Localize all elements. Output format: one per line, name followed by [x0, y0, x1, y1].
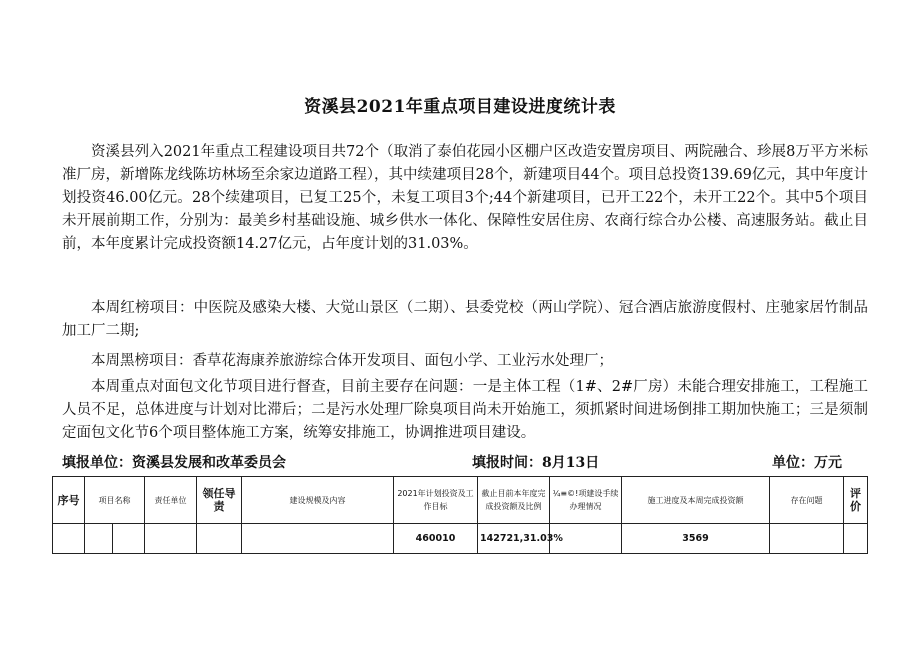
cell-progress-weekly: 3569 — [622, 524, 770, 554]
header-evaluation: 评价 — [844, 477, 868, 524]
progress-table — [52, 476, 868, 554]
cell-responsible-leader — [197, 524, 242, 554]
cell-plan-investment: 460010 — [394, 524, 478, 554]
cell-evaluation — [844, 524, 868, 554]
page-title: 资溪县2021年重点项目建设进度统计表 — [304, 97, 616, 117]
money-unit: 单位：万元 — [772, 455, 842, 471]
table-row — [53, 524, 868, 554]
header-responsible-leader: 领任导责 — [197, 477, 242, 524]
header-scale-content: 建设规模及内容 — [242, 477, 394, 524]
inspection-paragraph: 本周重点对面包文化节项目进行督查，目前主要存在问题：一是主体工程（1#、2#厂房）未能合理安排施工，工程施工人员不足，总体进度与计划对比滞后；二是污水处理厂除臭项目尚未开始施工，须抓紧时间进场倒排工期加快施工；三是须制定面包文化节6个项目整体施工方案，统筹安排施工，协调推进项目建设。 — [62, 379, 868, 441]
header-completed-investment: 截止目前本年度完成投资额及比例 — [478, 477, 550, 524]
header-procedures: ¼≡©!项建设手续办理情况 — [550, 477, 622, 524]
cell-issues — [770, 524, 844, 554]
cell-project-name-extra — [113, 524, 145, 554]
table-header-row — [53, 477, 868, 524]
reporting-unit: 填报单位：资溪县发展和改革委员会 — [62, 455, 286, 471]
header-responsible-unit: 责任单位 — [145, 477, 197, 524]
black-list-paragraph: 本周黑榜项目：香草花海康养旅游综合体开发项目、面包小学、工业污水处理厂； — [91, 353, 613, 369]
red-list-paragraph: 本周红榜项目：中医院及感染大楼、大觉山景区（二期）、县委党校（两山学院）、冠合酒店旅游度假村、庄驰家居竹制品加工厂二期; — [62, 300, 868, 339]
header-issues: 存在问题 — [770, 477, 844, 524]
cell-completed-investment: 142721,31.03% — [478, 524, 550, 554]
header-plan-investment: 2021年计划投资及工作目标 — [394, 477, 478, 524]
header-progress-weekly: 施工进度及本周完成投资额 — [622, 477, 770, 524]
reporting-time: 填报时间：8月13日 — [472, 455, 600, 471]
summary-paragraph: 资溪县列入2021年重点工程建设项目共72个（取消了泰伯花园小区棚户区改造安置房项目、两院融合、珍展8万平方米标准厂房，新增陈龙线陈坊林场至余家边道路工程），其中续建项目28个，新建项目44个。项目总投资139.69亿元，其中年度计划投资46.00亿元。28个续建项目，已复工25个，未复工项目3个;44个新建项目，已开工22个，未开工22个。其中5个项目未开展前期工作，分别为：最美乡村基础设施、城乡供水一体化、保障性安居住房、农商行综合办公楼、高速服务站。截止目前，本年度累计完成投资额14.27亿元，占年度计划的31.03%。 — [62, 144, 868, 252]
header-index: 序号 — [53, 477, 85, 524]
cell-project-name — [85, 524, 113, 554]
cell-responsible-unit — [145, 524, 197, 554]
cell-scale-content — [242, 524, 394, 554]
header-project-name: 项目名称 — [85, 477, 145, 524]
cell-index — [53, 524, 85, 554]
